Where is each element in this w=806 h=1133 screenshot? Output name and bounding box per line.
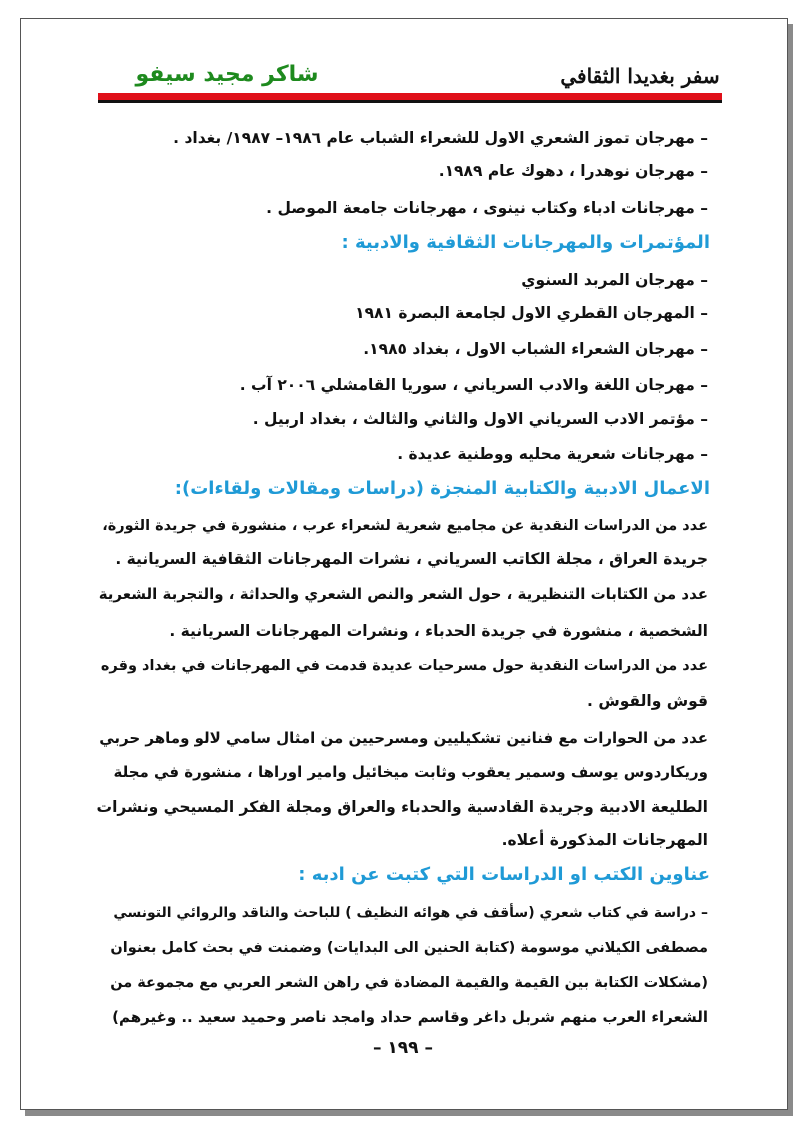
- paragraph-line: المهرجانات المذكورة أعلاه.: [501, 831, 708, 849]
- list-item: – مؤتمر الادب السرياني الاول والثاني والثالث ، بغداد اربيل .: [252, 410, 708, 428]
- paragraph-line: جريدة العراق ، مجلة الكاتب السرياني ، نشرات المهرجانات الثقافية السريانية .: [115, 550, 708, 568]
- list-item: – مهرجان نوهدرا ، دهوك عام ١٩٨٩.: [438, 162, 708, 180]
- header-rule-red: [98, 93, 722, 100]
- paragraph-line: – دراسة في كتاب شعري (سأقف في هوائه النظيف ) للباحث والناقد والروائي التونسي: [113, 905, 708, 921]
- paragraph-line: الشخصية ، منشورة في جريدة الحدباء ، ونشرات المهرجانات السريانية .: [169, 622, 708, 640]
- paragraph-line: الطليعة الادبية وجريدة القادسية والحدباء والعراق ومجلة الفكر المسيحي ونشرات: [96, 798, 708, 816]
- paragraph-line: عدد من الكتابات التنظيرية ، حول الشعر والنص الشعري والحداثة ، والتجربة الشعرية: [98, 585, 708, 603]
- section-heading-works: الاعمال الادبية والكتابية المنجزة (دراسات ومقالات ولقاءات):: [174, 478, 710, 499]
- paragraph-line: عدد من الدراسات النقدية حول مسرحيات عديدة قدمت في المهرجانات في بغداد وقره: [100, 658, 708, 674]
- paragraph-line: قوش والقوش .: [587, 692, 708, 710]
- header-rule-black: [98, 100, 722, 103]
- author-name: شاكر مجيد سيفو: [135, 62, 319, 87]
- list-item: – مهرجان اللغة والادب السرياني ، سوريا القامشلي ٢٠٠٦ آب .: [239, 376, 708, 394]
- paragraph-line: الشعراء العرب منهم شربل داغر وقاسم حداد وامجد ناصر وحميد سعيد .. وغيرهم): [112, 1008, 708, 1026]
- paragraph-line: (مشكلات الكتابة بين القيمة والقيمة المضادة في راهن الشعر العربي مع مجموعة من: [110, 975, 708, 991]
- book-title: سفر بغديدا الثقافي: [560, 64, 720, 88]
- list-item: – مهرجان الشعراء الشباب الاول ، بغداد ١٩٨٥.: [363, 340, 708, 358]
- list-item: – مهرجان تموز الشعري الاول للشعراء الشباب عام ١٩٨٦– ١٩٨٧/ بغداد .: [173, 129, 708, 147]
- list-item: – مهرجانات شعرية محليه ووطنية عديدة .: [397, 445, 708, 463]
- list-item: – المهرجان القطري الاول لجامعة البصرة ١٩٨١: [355, 304, 708, 322]
- paragraph-line: وريكاردوس يوسف وسمير يعقوب وثابت ميخائيل وامير اوراها ، منشورة في مجلة: [113, 763, 708, 781]
- paragraph-line: مصطفى الكيلاني موسومة (كتابة الحنين الى البدايات) وضمنت في بحث كامل بعنوان: [110, 940, 708, 956]
- section-heading-conferences: المؤتمرات والمهرجانات الثقافية والادبية :: [341, 232, 710, 253]
- section-heading-studies: عناوين الكتب او الدراسات التي كتبت عن ادبه :: [298, 864, 710, 885]
- list-item: – مهرجان المربد السنوي: [521, 271, 708, 289]
- list-item: – مهرجانات ادباء وكتاب نينوى ، مهرجانات جامعة الموصل .: [266, 199, 708, 217]
- page-number: – ١٩٩ –: [373, 1038, 433, 1058]
- paragraph-line: عدد من الحوارات مع فنانين تشكيليين ومسرحيين من امثال سامي لالو وماهر حربي: [99, 729, 708, 747]
- paragraph-line: عدد من الدراسات النقدية عن مجاميع شعرية لشعراء عرب ، منشورة في جريدة الثورة،: [102, 518, 708, 534]
